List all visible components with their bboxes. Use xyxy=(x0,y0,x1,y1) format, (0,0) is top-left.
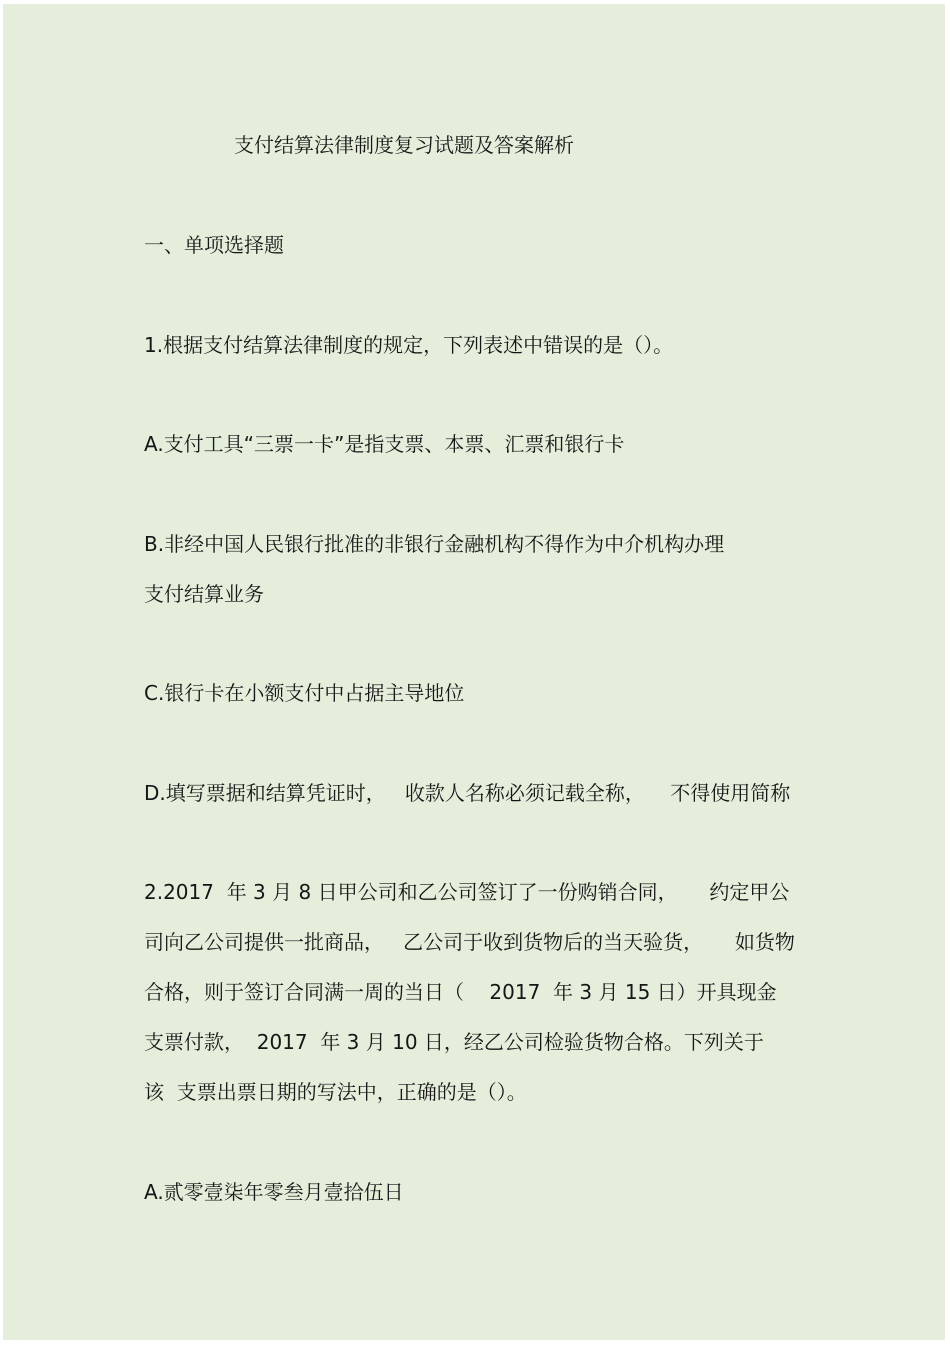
question-2-stem-line-1: 2.2017 年 3 月 8 日甲公司和乙公司签订了一份购销合同， 约定甲公 xyxy=(144,880,790,904)
question-1-stem: 1.根据支付结算法律制度的规定，下列表述中错误的是（）。 xyxy=(144,333,674,357)
question-1-option-a: A.支付工具“三票一卡”是指支票、本票、汇票和银行卡 xyxy=(144,432,625,456)
question-2-stem-line-3: 合格，则于签订合同满一周的当日（ 2017 年 3 月 15 日）开具现金 xyxy=(144,980,777,1004)
question-1-option-b-line-1: B.非经中国人民银行批准的非银行金融机构不得作为中介机构办理 xyxy=(144,532,725,556)
question-2-option-a: A.贰零壹柒年零叁月壹拾伍日 xyxy=(144,1180,404,1204)
question-1-option-c: C.银行卡在小额支付中占据主导地位 xyxy=(144,681,465,705)
document-page xyxy=(3,4,945,1340)
question-2-stem-line-2: 司向乙公司提供一批商品， 乙公司于收到货物后的当天验货， 如货物 xyxy=(144,930,795,954)
question-2-stem-line-4: 支票付款， 2017 年 3 月 10 日，经乙公司检验货物合格。下列关于 xyxy=(144,1030,764,1054)
section-heading: 一、单项选择题 xyxy=(144,233,284,257)
question-1-option-d: D.填写票据和结算凭证时， 收款人名称必须记载全称， 不得使用简称 xyxy=(144,781,791,805)
document-title: 支付结算法律制度复习试题及答案解析 xyxy=(234,133,574,157)
question-2-stem-line-5: 该 支票出票日期的写法中，正确的是（）。 xyxy=(144,1080,527,1104)
question-1-option-b-line-2: 支付结算业务 xyxy=(144,582,264,606)
